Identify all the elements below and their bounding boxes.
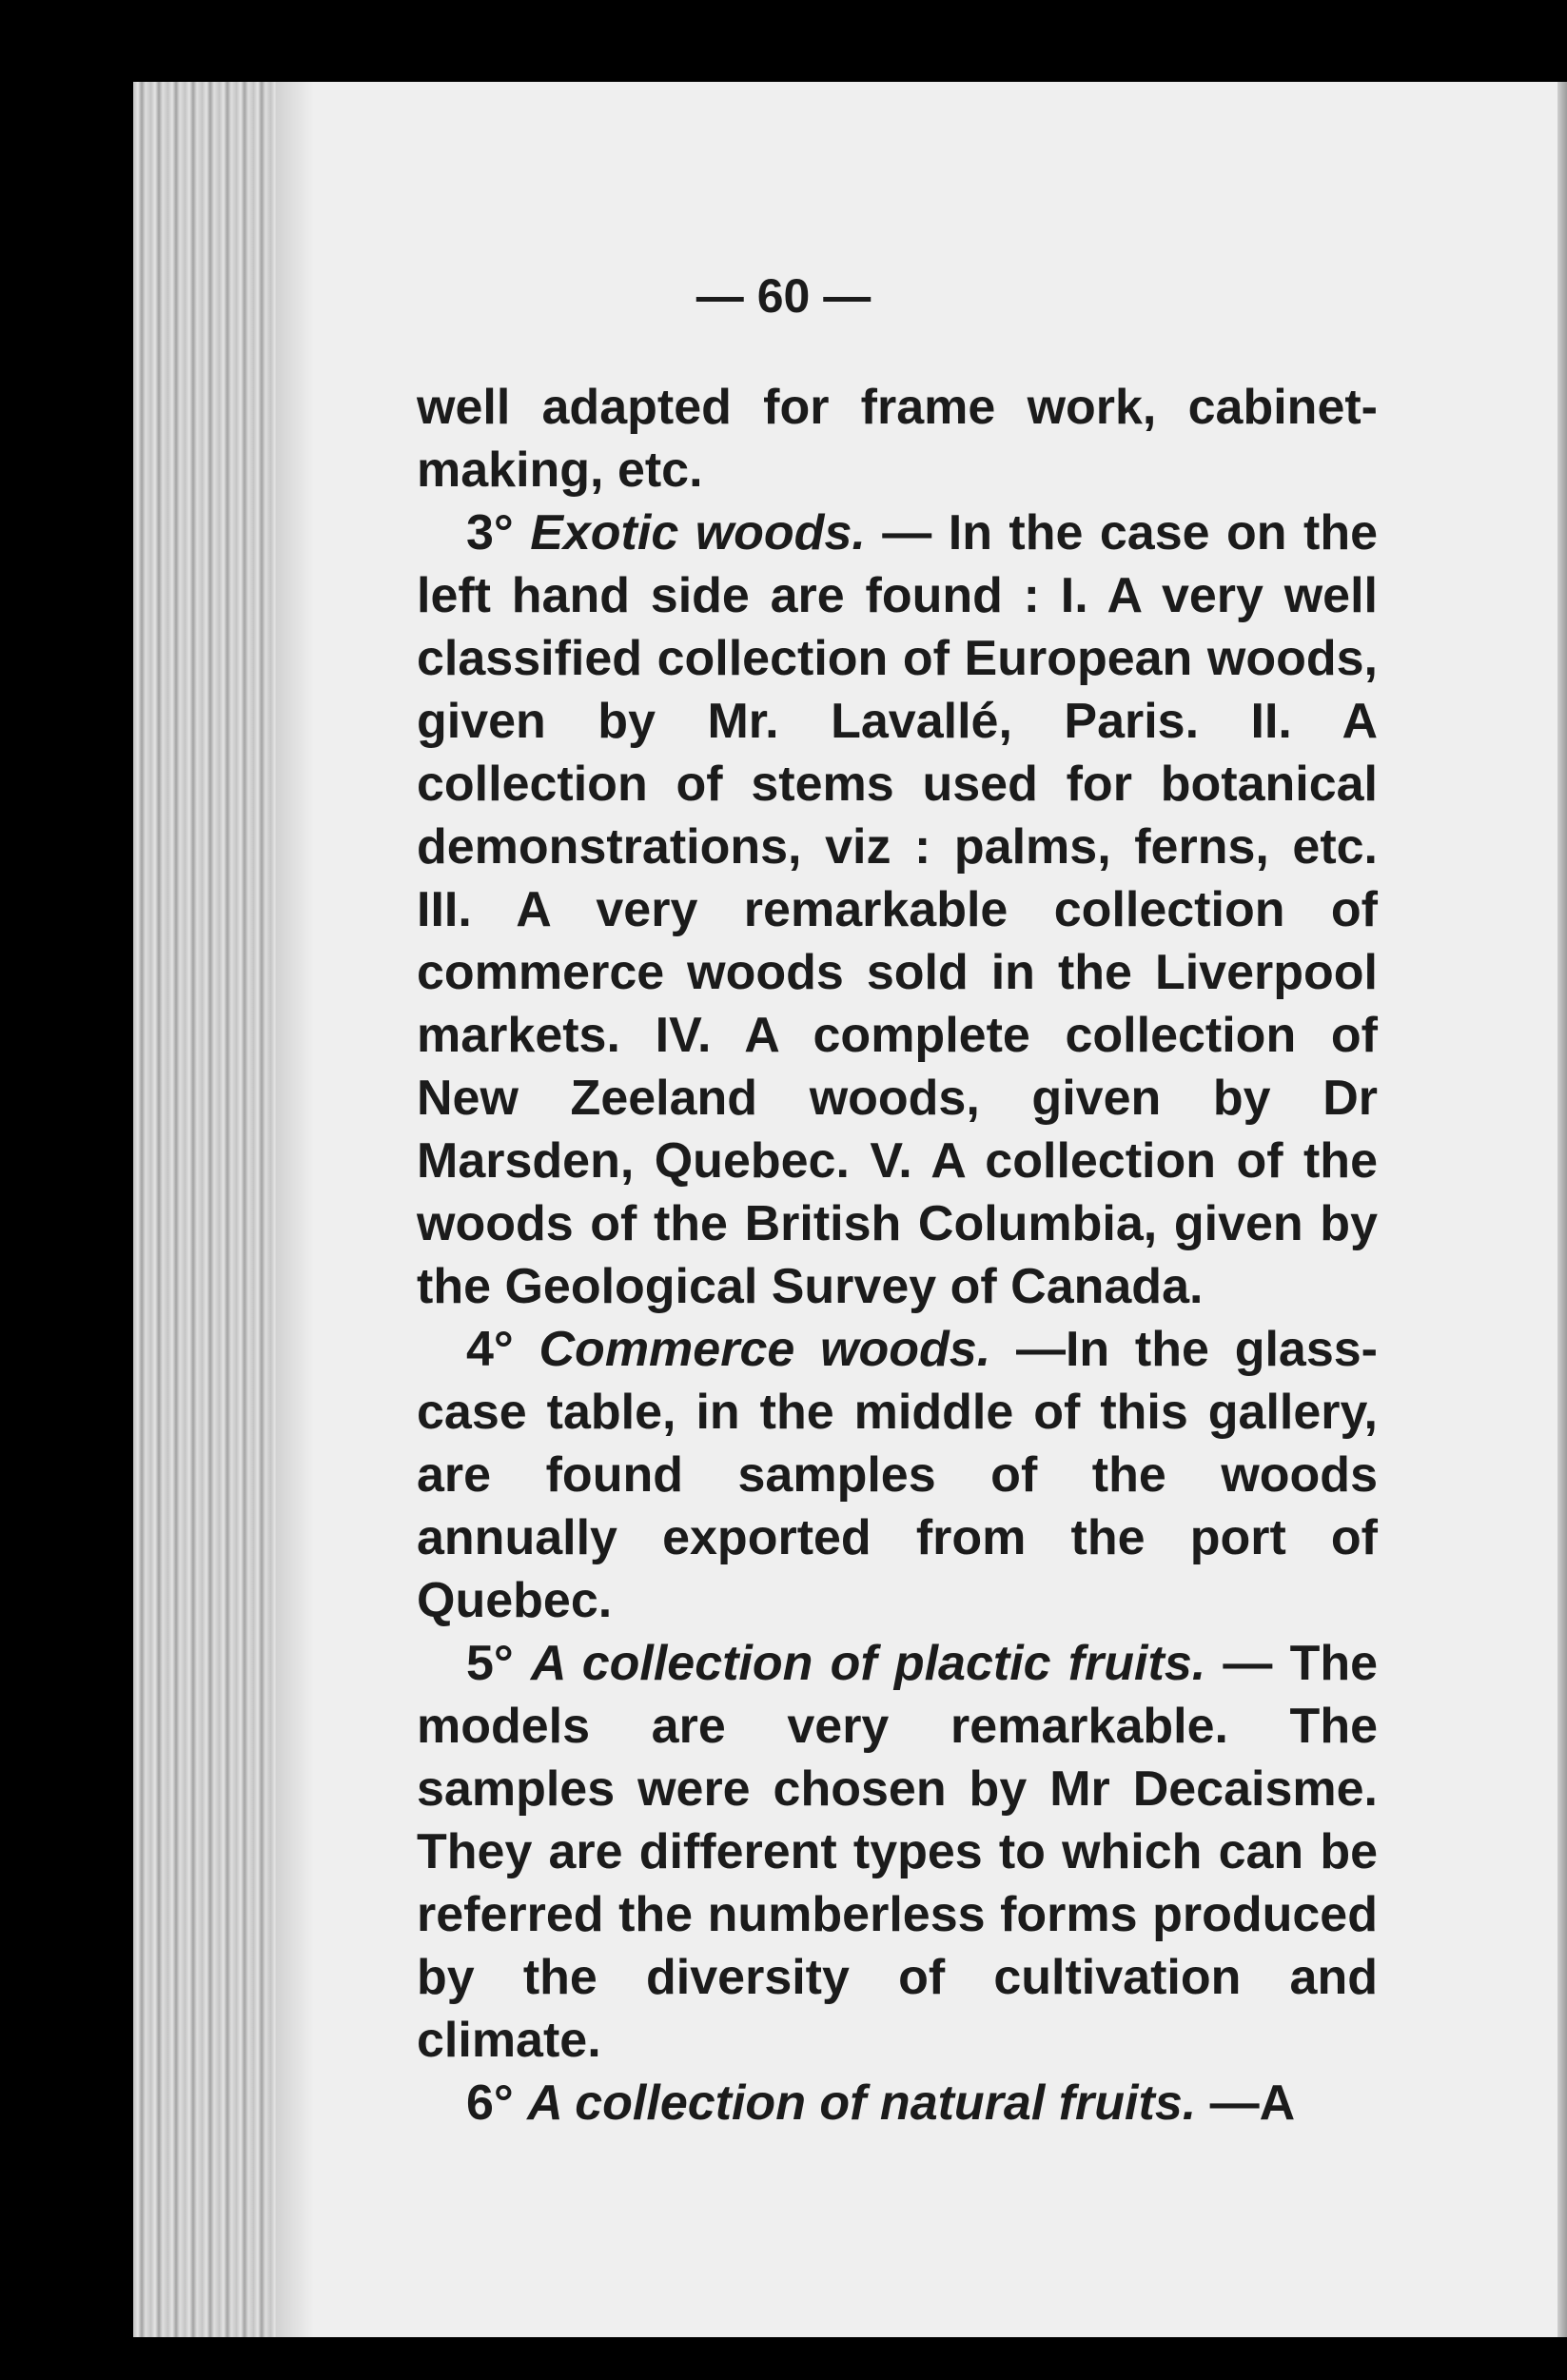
paragraph-text: —In the glass-case table, in the middle of this gallery, are found samples of the woods annually exported from the port of Quebec.: [417, 1322, 1378, 1628]
paragraph: [417, 1632, 1378, 2072]
page-right-edge: [1557, 82, 1567, 2337]
page-number: — 60 —: [695, 269, 872, 323]
paragraph-text: — In the case on the left hand side are found : I. A very well classified collection of European woods, given by Mr. Lavallé, Paris. II. A collection of stems used for botanical demonstrations, viz : palms, ferns, etc. III. A very remarkable collection of commerce woods sold in the Liverpool markets. IV. A complete collection of New Zeeland woods, given by Dr Marsden, Quebec. V. A collection of the woods of the British Columbia, given by the Geological Survey of Canada.: [417, 505, 1379, 1314]
paragraph-heading: A collection of plactic fruits.: [530, 1636, 1206, 1691]
paragraph-heading: Exotic woods.: [530, 505, 866, 561]
paragraph-text: well adapted for frame work, cabinet-making, etc.: [417, 380, 1378, 498]
paragraph-number: 4°: [466, 1322, 514, 1377]
paragraph-number: 3°: [466, 505, 514, 561]
page-text: [417, 262, 1378, 2134]
paragraph: [417, 376, 1378, 502]
paragraph-text: —A: [1209, 2075, 1296, 2131]
paragraph-text: — The models are very remarkable. The samples were chosen by Mr Decaisme. They are different types to which can be referred the numberless forms produced by the diversity of cultivation and climate.: [417, 1636, 1379, 2068]
paragraph-number: 5°: [466, 1636, 514, 1691]
paragraph-heading: A collection of natural fruits.: [527, 2075, 1197, 2131]
paragraph: [417, 1318, 1378, 1632]
page-binding-edge: [133, 82, 276, 2337]
paragraph: [417, 502, 1378, 1318]
page-gutter-shadow: [276, 82, 314, 2337]
paragraph: [417, 2072, 1378, 2134]
paragraph-number: 6°: [466, 2075, 514, 2131]
paragraph-heading: Commerce woods.: [539, 1322, 991, 1377]
